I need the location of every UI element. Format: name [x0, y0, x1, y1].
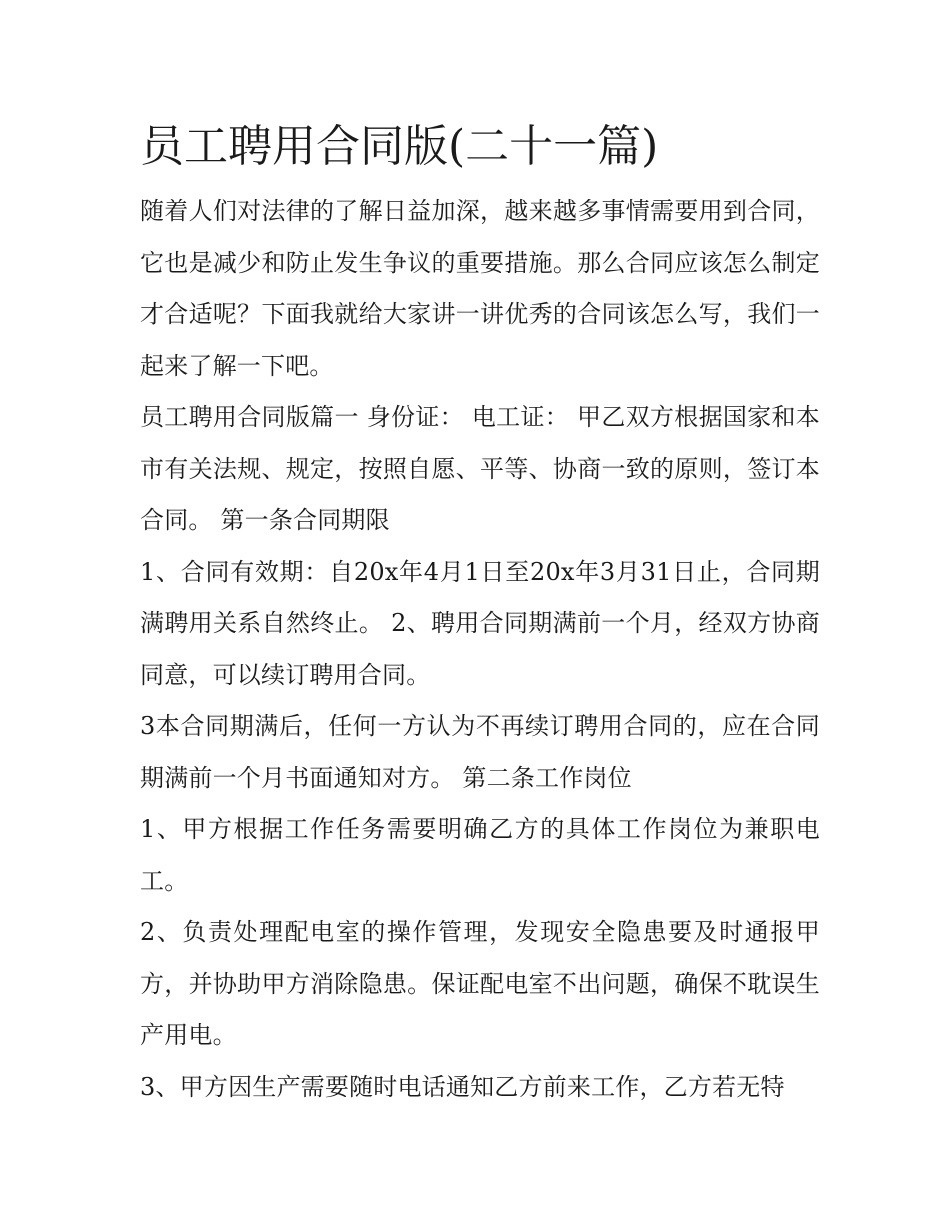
paragraph-term-clause-1: 1、合同有效期：自20x年4月1日至20x年3月31日止，合同期满聘用关系自然终止。 2、聘用合同期满前一个月，经双方协商同意，可以续订聘用合同。: [140, 557, 820, 689]
paragraph-position-clause-3: 3、甲方因生产需要随时电话通知乙方前来工作，乙方若无特: [140, 1072, 785, 1101]
paragraph-contract-preamble: 员工聘用合同版篇一 身份证： 电工证： 甲乙双方根据国家和本市有关法规、规定，按照自愿、平等、协商一致的原则，签订本合同。 第一条合同期限: [140, 403, 820, 534]
paragraph-term-clause-3: 3本合同期满后，任何一方认为不再续订聘用合同的，应在合同期满前一个月书面通知对方。 第二条工作岗位: [140, 712, 820, 792]
document-body: [140, 112, 820, 1113]
paragraph-position-clause-1: 1、甲方根据工作任务需要明确乙方的具体工作岗位为兼职电工。: [140, 815, 820, 895]
paragraph-position-clause-2: 2、负责处理配电室的操作管理，发现安全隐患要及时通报甲方，并协助甲方消除隐患。保证配电室不出问题，确保不耽误生产用电。: [140, 918, 820, 1049]
document-title: 员工聘用合同版(二十一篇): [140, 121, 659, 172]
paragraph-intro: 随着人们对法律的了解日益加深，越来越多事情需要用到合同，它也是减少和防止发生争议的重要措施。那么合同应该怎么制定才合适呢？下面我就给大家讲一讲优秀的合同该怎么写，我们一起来了解一下吧。: [140, 197, 820, 380]
